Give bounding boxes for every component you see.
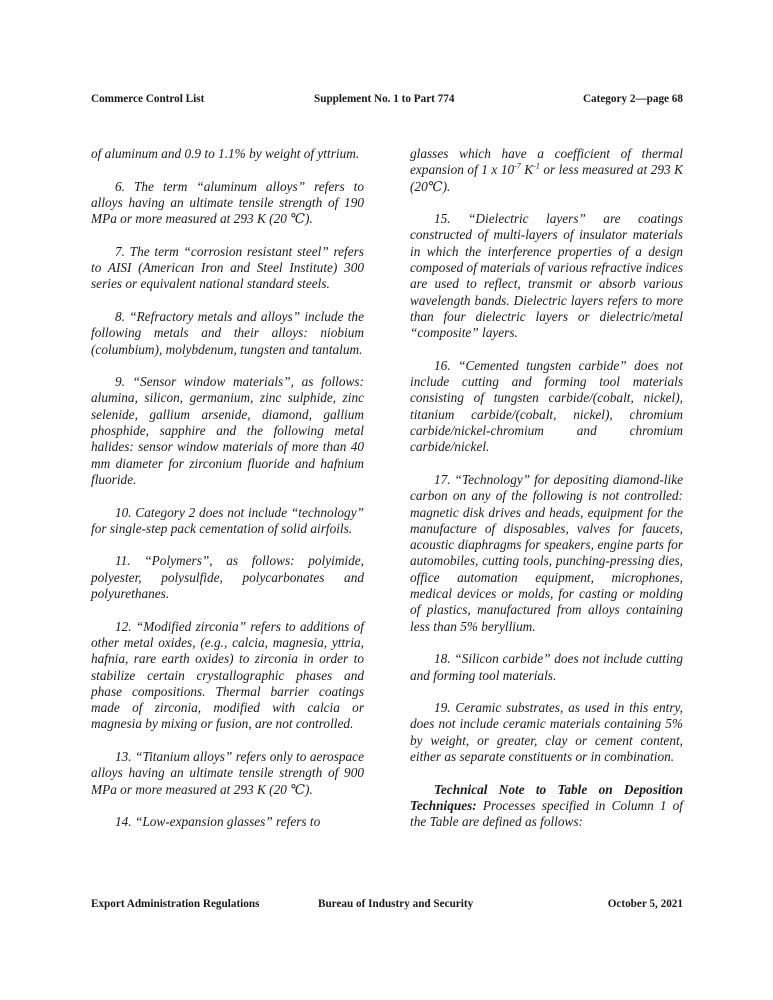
p14-exponent-1: -7 <box>514 161 521 171</box>
header-supplement: Supplement No. 1 to Part 774 <box>314 93 455 105</box>
paragraph-9: 9. “Sensor window materials”, as follows: alumina, silicon, germanium, zinc sulphide, zinc selenide, gallium arsenide, diamond, gallium phosphide, sapphire and the following metal halides: sensor window materials of more than 40 mm diameter for zirconium fluoride and hafnium fluoride. <box>91 374 364 487</box>
paragraph-14-start: 14. “Low-expansion glasses” refers to <box>115 814 321 830</box>
paragraph-14-continuation <box>410 146 683 195</box>
paragraph-7: 7. The term “corrosion resistant steel” refers to AISI (American Iron and Steel Institute) 300 series or equivalent national standard steels. <box>91 243 364 292</box>
right-column <box>410 146 683 830</box>
technical-note-heading: Technical Note to Table on Deposition Techniques: <box>410 781 683 813</box>
footer-regulation-name: Export Administration Regulations <box>91 898 260 910</box>
paragraph-13: 13. “Titanium alloys” refers only to aerospace alloys having an ultimate tensile strength of 900 MPa or more measured at 293 K (20 ℃). <box>91 748 364 797</box>
paragraph-19: 19. Ceramic substrates, as used in this entry, does not include ceramic materials containing 5% by weight, or greater, clay or cement content, either as separate constituents or in combination. <box>410 700 683 764</box>
p14-text-b: K <box>520 162 534 178</box>
paragraph-18: 18. “Silicon carbide” does not include cutting and forming tool materials. <box>410 651 683 683</box>
paragraph-8: 8. “Refractory metals and alloys” include the following metals and their alloys: niobium (columbium), molybdenum, tungsten and tantalum. <box>91 308 364 357</box>
p14-text-a: glasses which have a coefficient of thermal expansion of 1 x 10 <box>410 146 683 178</box>
p14-exponent-2: -1 <box>533 161 540 171</box>
footer-date: October 5, 2021 <box>607 898 683 910</box>
technical-note-text: Processes specified in Column 1 of the Table are defined as follows: <box>410 797 683 830</box>
technical-note <box>410 782 683 831</box>
header-page-number: Category 2—page 68 <box>582 93 683 105</box>
paragraph-12: 12. “Modified zirconia” refers to additions of other metal oxides, (e.g., calcia, magnesia, yttria, hafnia, rare earth oxides) to zirconia in order to stabilize certain crystallographic phases and phase compositions. Thermal barrier coatings made of zirconia, modified with calcia or magnesia by mixing or fusion, are not controlled. <box>91 618 364 732</box>
paragraph-6: 6. The term “aluminum alloys” refers to alloys having an ultimate tensile strength of 190 MPa or more measured at 293 K (20 ℃). <box>91 178 364 227</box>
footer-agency: Bureau of Industry and Security <box>318 898 474 910</box>
paragraph-17: 17. “Technology” for depositing diamond-like carbon on any of the following is not controlled: magnetic disk drives and heads, equipment for the manufacture of disposables, valves for faucets, acoustic diaphragms for speakers, engine parts for automobiles, cutting tools, punching-pressing dies, office automation equipment, microphones, medical devices or molds, for casting or molding of plastics, manufactured from alloys containing less than 5% beryllium. <box>410 471 683 634</box>
paragraph-15: 15. “Dielectric layers” are coatings constructed of multi-layers of insulator materials in which the interference properties of a design composed of materials of various refractive indices are used to reflect, transmit or absorb various wavelength bands. Dielectric layers refers to more than four dielectric layers or dielectric/metal “composite” layers. <box>410 211 683 341</box>
paragraph-11: 11. “Polymers”, as follows: polyimide, polyester, polysulfide, polycarbonates and polyurethanes. <box>91 553 364 602</box>
left-column <box>91 146 364 830</box>
p14-text-c: or less measured at 293 K (20℃). <box>410 162 683 194</box>
header-document-title: Commerce Control List <box>91 93 205 105</box>
paragraph-10: 10. Category 2 does not include “technology” for single-step pack cementation of solid airfoils. <box>91 504 364 536</box>
paragraph-16: 16. “Cemented tungsten carbide” does not include cutting and forming tool materials consisting of tungsten carbide/(cobalt, nickel), titanium carbide/(cobalt, nickel), chromium carbide/nickel-chromium and chromium carbide/nickel. <box>410 357 683 455</box>
paragraph-5-continuation: of aluminum and 0.9 to 1.1% by weight of yttrium. <box>91 146 360 161</box>
